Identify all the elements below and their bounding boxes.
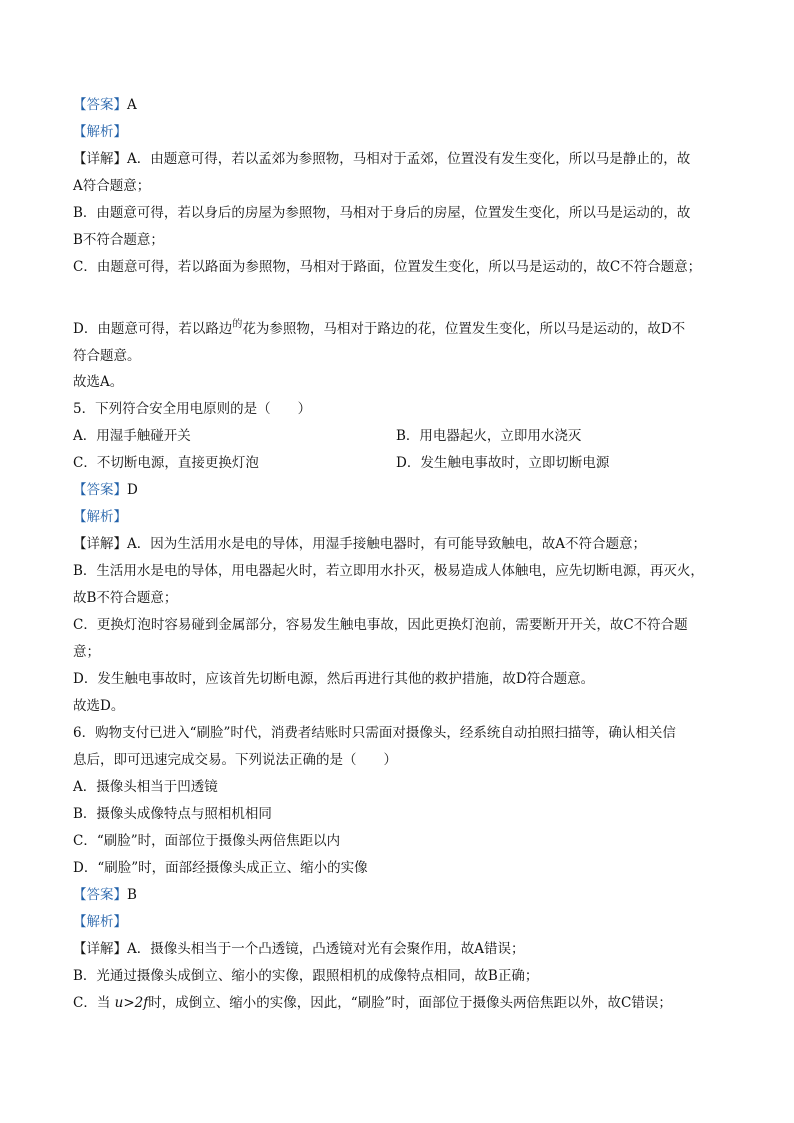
q5-conclusion: 故选D。 — [73, 698, 125, 714]
q4-conclusion: 故选A。 — [73, 374, 124, 390]
detail-tag: 【详解】 — [73, 151, 127, 167]
q5-detail-a1 — [73, 535, 646, 553]
q5-option-a: A．用湿手触碰开关 — [73, 428, 191, 444]
q4-d2: 符合题意。 — [73, 348, 141, 364]
detail-tag: 【详解】 — [73, 941, 127, 957]
q6-stem-1: 6．购物支付已进入“刷脸”时代，消费者结账时只需面对摄像头，经系统自动拍照扫描等，确认相关信 — [73, 725, 676, 741]
q5-c1: C．更换灯泡时容易碰到金属部分，容易发生触电事故，因此更换灯泡前，需要断开开关，故C不符合题 — [73, 617, 688, 633]
q6-stem-2: 息后，即可迅速完成交易。下列说法正确的是（ ） — [73, 752, 397, 768]
q5-a-text: A．因为生活用水是电的导体，用湿手接触电器时，有可能导致触电，故A不符合题意； — [127, 536, 646, 552]
q5-b1: B．生活用水是电的导体，用电器起火时，若立即用水扑灭，极易造成人体触电，应先切断电源，再灭火， — [73, 563, 704, 579]
q4-d-post: 花为参照物，马相对于路边的花，位置发生变化，所以马是运动的，故D不 — [242, 321, 686, 337]
q4-d1 — [73, 320, 685, 340]
answer-value: B — [127, 887, 137, 903]
q4-d-pre: D．由题意可得，若以路边 — [73, 321, 233, 337]
q4-analysis-tag: 【解析】 — [73, 124, 127, 140]
q6-a-text: A．摄像头相当于一个凸透镜，凸透镜对光有会聚作用，故A错误； — [127, 941, 525, 957]
q5-analysis-tag: 【解析】 — [73, 509, 127, 525]
q6-detail-a1 — [73, 940, 525, 958]
q4-a-text: A．由题意可得，若以孟郊为参照物，马相对于孟郊，位置没有发生变化，所以马是静止的，故 — [127, 151, 691, 167]
q5-stem: 5．下列符合安全用电原则的是（ ） — [73, 401, 312, 417]
q4-d-sup: 的 — [232, 319, 243, 330]
q6-c-math: u>2f — [114, 995, 149, 1011]
q5-option-b: B．用电器起火，立即用水浇灭 — [396, 428, 582, 444]
q4-b2: B不符合题意； — [73, 232, 164, 248]
q4-answer — [73, 96, 137, 114]
q6-option-d: D．“刷脸”时，面部经摄像头成正立、缩小的实像 — [73, 860, 368, 876]
q5-option-c: C．不切断电源，直接更换灯泡 — [73, 455, 259, 471]
answer-value: D — [127, 482, 138, 498]
q5-option-d: D．发生触电事故时，立即切断电源 — [396, 455, 610, 471]
q5-c2: 意； — [73, 644, 100, 660]
q6-analysis-tag: 【解析】 — [73, 914, 127, 930]
q4-c1: C．由题意可得，若以路面为参照物，马相对于路面，位置发生变化，所以马是运动的，故C不符合题意； — [73, 259, 702, 275]
q6-b1: B．光通过摄像头成倒立、缩小的实像，跟照相机的成像特点相同，故B正确； — [73, 968, 539, 984]
q6-answer — [73, 886, 137, 904]
detail-tag: 【详解】 — [73, 536, 127, 552]
q6-c-post: 时，成倒立、缩小的实像，因此，“刷脸”时，面部位于摄像头两倍焦距以外，故C错误； — [148, 995, 672, 1011]
q5-b2: 故B不符合题意； — [73, 590, 178, 606]
q4-a2: A符合题意； — [73, 178, 151, 194]
q4-detail-a1 — [73, 150, 690, 168]
answer-tag: 【答案】 — [73, 97, 127, 113]
q5-answer — [73, 481, 138, 499]
q4-b1: B．由题意可得，若以身后的房屋为参照物，马相对于身后的房屋，位置发生变化，所以马是运动的，故 — [73, 205, 691, 221]
answer-tag: 【答案】 — [73, 482, 127, 498]
q6-c1 — [73, 994, 672, 1012]
q6-option-a: A．摄像头相当于凹透镜 — [73, 779, 218, 795]
q6-option-b: B．摄像头成像特点与照相机相同 — [73, 806, 272, 822]
q6-c-pre: C．当 — [73, 995, 115, 1011]
answer-tag: 【答案】 — [73, 887, 127, 903]
q6-option-c: C．“刷脸”时，面部位于摄像头两倍焦距以内 — [73, 833, 341, 849]
answer-value: A — [127, 97, 137, 113]
q5-d1: D．发生触电事故时，应该首先切断电源，然后再进行其他的救护措施，故D符合题意。 — [73, 671, 595, 687]
